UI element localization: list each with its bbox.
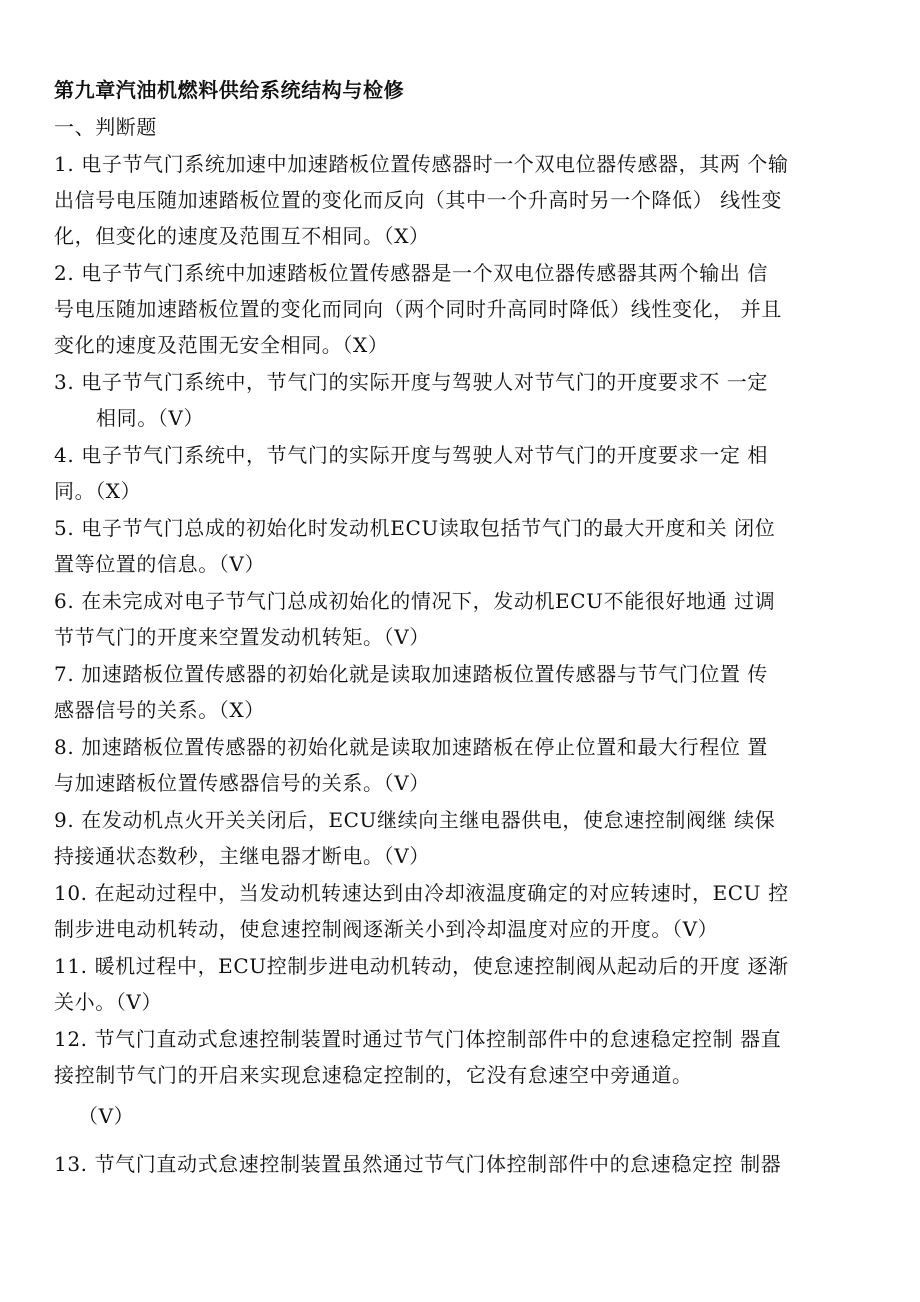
- question-1-line-3: 化，但变化的速度及范围互不相同。（X）: [54, 224, 430, 248]
- question-13-line-1: 13. 节气门直动式怠速控制装置虽然通过节气门体控制部件中的怠速稳定控 制器: [54, 1152, 782, 1176]
- question-4-line-2: 同。（X）: [54, 479, 142, 503]
- question-10-line-1: 10. 在起动过程中，当发动机转速达到由冷却液温度确定的对应转速时，ECU 控: [54, 881, 789, 905]
- question-8-line-2: 与加速踏板位置传感器信号的关系。（V）: [54, 771, 430, 795]
- question-7-line-1: 7. 加速踏板位置传感器的初始化就是读取加速踏板位置传感器与节气门位置 传: [54, 662, 768, 686]
- question-3-line-1: 3. 电子节气门系统中，节气门的实际开度与驾驶人对节气门的开度要求不 一定: [54, 370, 768, 394]
- question-8-line-1: 8. 加速踏板位置传感器的初始化就是读取加速踏板在停止位置和最大行程位 置: [54, 735, 768, 759]
- question-11-line-1: 11. 暖机过程中，ECU控制步进电动机转动，使怠速控制阀从起动后的开度 逐渐: [54, 954, 789, 978]
- question-10-line-2: 制步进电动机转动，使怠速控制阀逐渐关小到冷却温度对应的开度。（V）: [54, 917, 719, 941]
- question-6-line-1: 6. 在未完成对电子节气门总成初始化的情况下，发动机ECU不能很好地通 过调: [54, 589, 776, 613]
- question-1-line-2: 出信号电压随加速踏板位置的变化而反向（其中一个升高时另一个降低） 线性变: [54, 188, 782, 212]
- question-4-line-1: 4. 电子节气门系统中，节气门的实际开度与驾驶人对节气门的开度要求一定 相: [54, 443, 768, 467]
- question-12-answer: （V）: [78, 1104, 135, 1128]
- question-6-line-2: 节节气门的开度来空置发动机转矩。（V）: [54, 625, 430, 649]
- question-9-line-2: 持接通状态数秒，主继电器才断电。（V）: [54, 844, 430, 868]
- question-5-line-1: 5. 电子节气门总成的初始化时发动机ECU读取包括节气门的最大开度和关 闭位: [54, 516, 776, 540]
- question-5-line-2: 置等位置的信息。（V）: [54, 552, 266, 576]
- question-12-line-1: 12. 节气门直动式怠速控制装置时通过节气门体控制部件中的怠速稳定控制 器直: [54, 1027, 782, 1051]
- question-1-line-1: 1. 电子节气门系统加速中加速踏板位置传感器时一个双电位器传感器，其两 个输: [54, 152, 789, 176]
- question-2-line-1: 2. 电子节气门系统中加速踏板位置传感器是一个双电位器传感器其两个输出 信: [54, 261, 768, 285]
- question-11-line-2: 关小。（V）: [54, 990, 163, 1014]
- section-heading: 一、判断题: [54, 115, 157, 139]
- question-3-line-2: 相同。（V）: [96, 406, 205, 430]
- question-2-line-2: 号电压随加速踏板位置的变化而同向（两个同时升高同时降低）线性变化， 并且: [54, 297, 782, 321]
- question-9-line-1: 9. 在发动机点火开关关闭后，ECU继续向主继电器供电，使怠速控制阀继 续保: [54, 808, 776, 832]
- chapter-title: 第九章汽油机燃料供给系统结构与检修: [54, 78, 405, 102]
- question-2-line-3: 变化的速度及范围无安全相同。（X）: [54, 333, 389, 357]
- question-12-line-2: 接控制节气门的开启来实现怠速稳定控制的，它没有怠速空中旁通道。: [54, 1063, 693, 1087]
- question-7-line-2: 感器信号的关系。（X）: [54, 698, 265, 722]
